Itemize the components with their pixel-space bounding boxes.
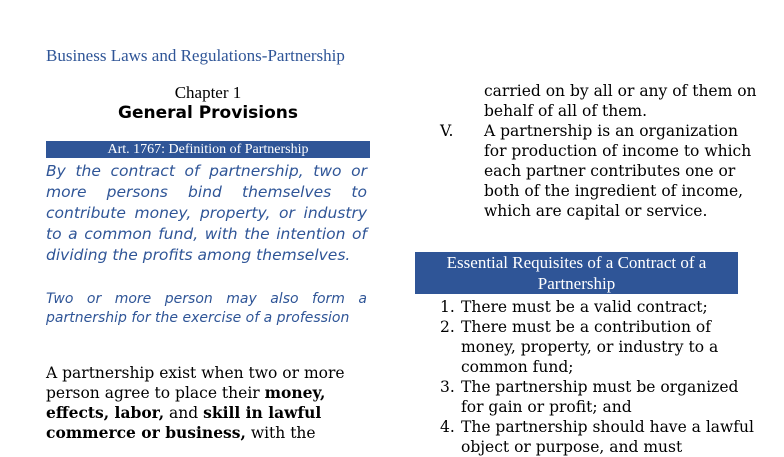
list-item [415,377,755,417]
body-paragraph [46,363,370,443]
list-item-number: 4. [440,418,455,436]
chapter-label: Chapter 1 [174,83,242,102]
requisites-list [415,297,755,457]
list-item [415,317,755,377]
definition-text: By the contract of partnership, two or more persons bind themselves to contribute money, property, or industry to a common fund, with the intention of dividing the profits among themselves. [46,162,367,264]
list-item [415,417,755,457]
chapter-title: General Provisions [118,103,298,123]
requisites-heading-bar [415,252,738,294]
list-item-text: There must be a valid contract; [461,298,708,316]
body-text-and: and [164,404,204,422]
body-bold-money: money, effects, labor, [46,383,326,422]
requisites-heading: Essential Requisites of a Contract of a Partnership [446,253,707,293]
body-text-end: with the [245,424,316,442]
list-item [415,297,755,317]
body-bold-skill: skill in lawful commerce or business, [46,403,322,442]
definition-secondary-text: Two or more person may also form a partnership for the exercise of a profession [46,291,367,326]
list-item-number: 3. [440,378,455,396]
list-item-number: 2. [440,318,455,336]
article-heading: Art. 1767: Definition of Partnership [107,142,309,157]
item-v-text: A partnership is an organization for production of income to which each partner contributes one or both of the ingredient of income, which are capital or service. [484,122,752,220]
list-item-text: The partnership must be organized for gain or profit; and [461,378,739,416]
roman-numeral-v: V. [440,122,454,140]
continuation-text: carried on by all or any of them on behalf of all of them. [484,82,757,120]
list-item-number: 1. [440,298,455,316]
article-heading-bar [46,141,370,158]
list-item-text: The partnership should have a lawful object or purpose, and must [461,418,754,456]
document-header: Business Laws and Regulations-Partnership [46,46,345,65]
list-item-text: There must be a contribution of money, property, or industry to a common fund; [461,318,719,376]
body-text-start: A partnership exist when two or more person agree to place their [46,364,345,402]
